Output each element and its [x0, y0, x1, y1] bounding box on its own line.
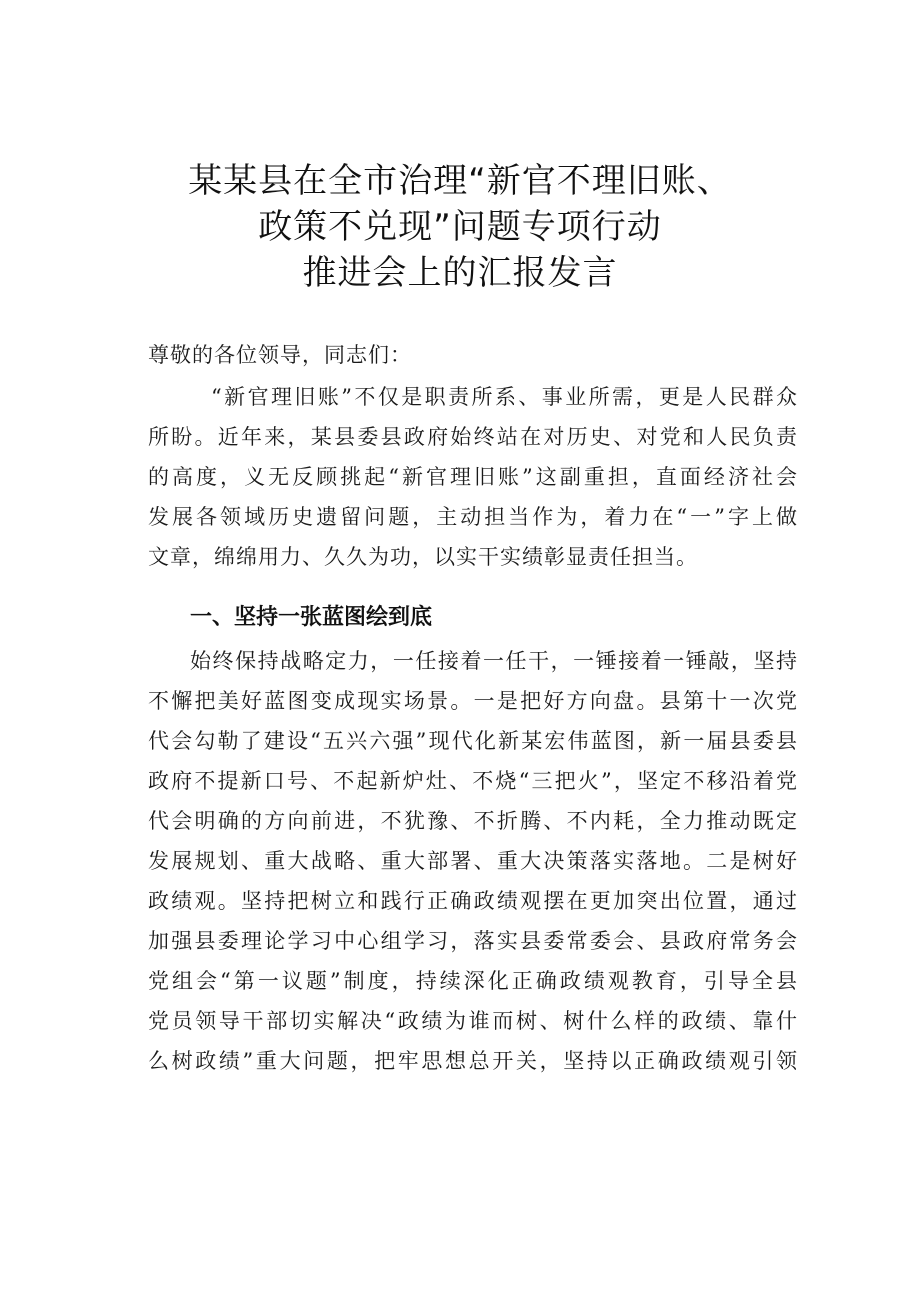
paragraph-line: 政绩观。坚持把树立和践行正确政绩观摆在更加突出位置，通过 [148, 889, 798, 913]
paragraph-line: 代会明确的方向前进，不犹豫、不折腾、不内耗，全力推动既定 [148, 809, 798, 833]
paragraph-line: 文章，绵绵用力、久久为功，以实干实绩彰显责任担当。 [148, 545, 698, 569]
document-title [140, 158, 780, 296]
paragraph-line: 么树政绩”重大问题，把牢思想总开关，坚持以正确政绩观引领 [148, 1049, 798, 1073]
paragraph-line: 政府不提新口号、不起新炉灶、不烧“三把火”，坚定不移沿着党 [148, 769, 798, 793]
paragraph-line: 的高度，义无反顾挑起“新官理旧账”这副重担，直面经济社会 [148, 465, 798, 489]
paragraph-line: 党员领导干部切实解决“政绩为谁而树、树什么样的政绩、靠什 [148, 1009, 798, 1033]
paragraph-line: 代会勾勒了建设“五兴六强”现代化新某宏伟蓝图，新一届县委县 [148, 729, 798, 753]
paragraph-line: 发展规划、重大战略、重大部署、重大决策落实落地。二是树好 [148, 849, 798, 873]
paragraph-line: 始终保持战略定力，一任接着一任干，一锤接着一锤敲，坚持 [190, 649, 798, 673]
paragraph-line: 所盼。近年来，某县委县政府始终站在对历史、对党和人民负责 [148, 425, 798, 449]
intro-paragraph [148, 377, 798, 577]
paragraph-line: 发展各领域历史遗留问题，主动担当作为，着力在“一”字上做 [148, 505, 798, 529]
paragraph-line: 加强县委理论学习中心组学习，落实县委常委会、县政府常务会 [148, 929, 798, 953]
greeting: 尊敬的各位领导，同志们： [148, 343, 412, 367]
section-paragraph [148, 641, 798, 1081]
section-heading: 一、坚持一张蓝图绘到底 [190, 605, 433, 630]
paragraph-line: “新官理旧账”不仅是职责所系、事业所需，更是人民群众 [211, 385, 798, 409]
paragraph-line: 不懈把美好蓝图变成现实场景。一是把好方向盘。县第十一次党 [148, 689, 798, 713]
title-line: 推进会上的汇报发言 [302, 253, 618, 293]
paragraph-line: 党组会“第一议题”制度，持续深化正确政绩观教育，引导全县 [148, 969, 798, 993]
title-line: 某某县在全市治理“新官不理旧账、 [188, 161, 732, 201]
title-line: 政策不兑现”问题专项行动 [258, 207, 662, 247]
